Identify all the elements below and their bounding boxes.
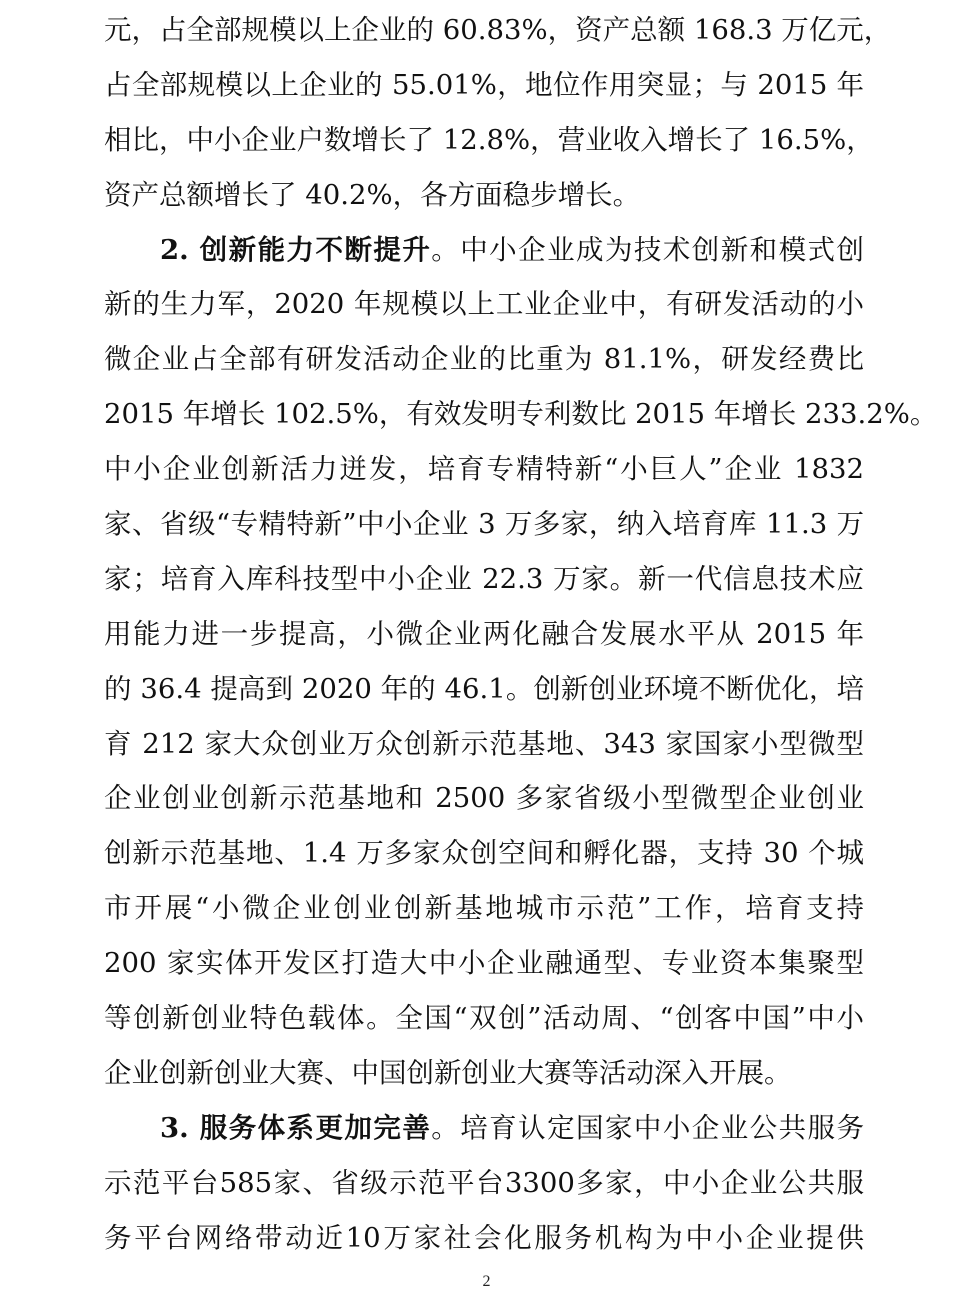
paragraph-2-line-12: 创新示范基地、1.4 万多家众创空间和孵化器，支持 30 个城 — [104, 837, 864, 870]
paragraph-2-line-13: 市开展“小微企业创业创新基地城市示范”工作，培育支持 — [104, 892, 864, 925]
paragraph-1-line-4: 资产总额增长了 40.2%，各方面稳步增长。 — [104, 178, 641, 211]
paragraph-1-line-3: 相比，中小企业户数增长了 12.8%，营业收入增长了 16.5%， — [104, 123, 874, 156]
paragraph-2-line-15: 等创新创业特色载体。全国“双创”活动周、“创客中国”中小 — [104, 1002, 864, 1035]
paragraph-2-line-3: 微企业占全部有研发活动企业的比重为 81.1%，研发经费比 — [104, 343, 864, 376]
paragraph-2-line-2: 新的生力军，2020 年规模以上工业企业中，有研发活动的小 — [104, 288, 864, 321]
paragraph-2-line-4: 2015 年增长 102.5%，有效发明专利数比 2015 年增长 233.2%。 — [104, 398, 938, 431]
paragraph-3-line-1 — [104, 1101, 864, 1156]
paragraph-2-line-1 — [104, 223, 864, 278]
paragraph-2-line-11: 企业创业创新示范基地和 2500 多家省级小型微型企业创业 — [104, 782, 864, 815]
page-number: 2 — [482, 1273, 491, 1290]
paragraph-2-line-6: 家、省级“专精特新”中小企业 3 万多家，纳入培育库 11.3 万 — [104, 508, 864, 541]
body-text — [104, 0, 938, 1265]
paragraph-2-line-7: 家；培育入库科技型中小企业 22.3 万家。新一代信息技术应 — [104, 562, 864, 595]
paragraph-3-line-1-text: 培育认定国家中小企业公共服务 — [460, 1111, 865, 1144]
paragraph-2-line-1-text: 中小企业成为技术创新和模式创 — [460, 233, 865, 266]
paragraph-2-line-8: 用能力进一步提高，小微企业两化融合发展水平从 2015 年 — [104, 617, 864, 650]
paragraph-1-line-2: 占全部规模以上企业的 55.01%，地位作用突显；与 2015 年 — [104, 68, 864, 101]
paragraph-2-line-9: 的 36.4 提高到 2020 年的 46.1。创新创业环境不断优化，培 — [104, 672, 864, 705]
paragraph-2-line-14: 200 家实体开发区打造大中小企业融通型、专业资本集聚型 — [104, 947, 864, 980]
paragraph-1-line-1: 元，占全部规模以上企业的 60.83%，资产总额 168.3 万亿元， — [104, 14, 892, 46]
section-heading-punct: 。 — [431, 1111, 461, 1144]
section-heading-punct: 。 — [431, 233, 461, 266]
section-heading-innovation: 2. 创新能力不断提升 — [160, 233, 432, 266]
paragraph-3-line-2: 示范平台585家、省级示范平台3300多家，中小企业公共服 — [104, 1166, 864, 1199]
paragraph-2-line-5: 中小企业创新活力迸发，培育专精特新“小巨人”企业 1832 — [104, 453, 864, 486]
paragraph-3-line-3: 务平台网络带动近10万家社会化服务机构为中小企业提供 — [104, 1221, 864, 1254]
paragraph-2-line-16: 企业创新创业大赛、中国创新创业大赛等活动深入开展。 — [104, 1056, 792, 1089]
paragraph-2-line-10: 育 212 家大众创业万众创新示范基地、343 家国家小型微型 — [104, 727, 864, 760]
section-heading-service: 3. 服务体系更加完善 — [160, 1111, 432, 1144]
